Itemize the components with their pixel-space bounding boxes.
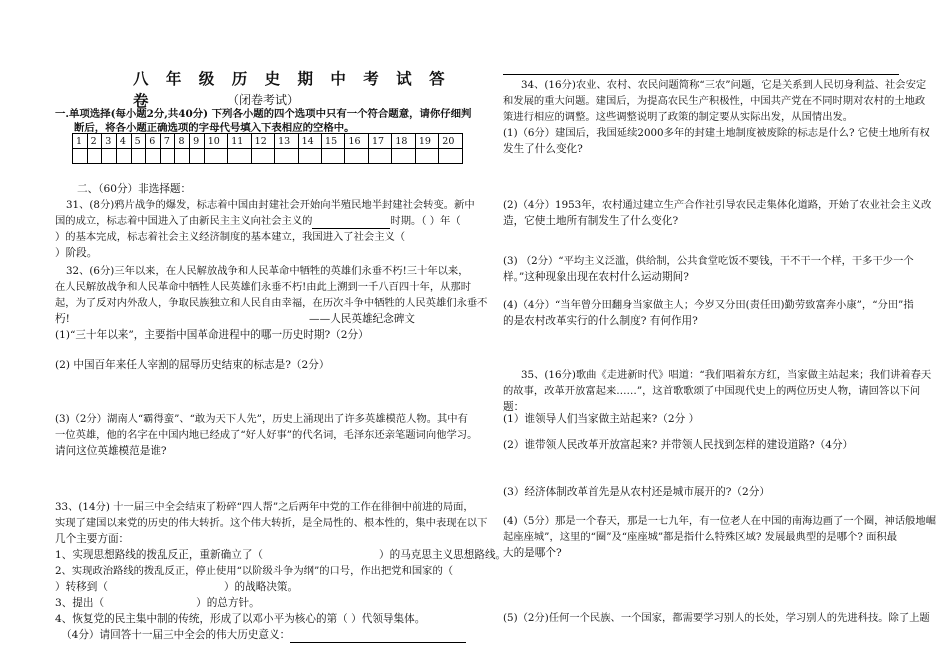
q33-item3 [55,595,260,611]
grid-number: 20 [439,134,463,149]
section1-instruction-2: 断后，将各小题正确选项的字母代号填入下表相应的空格中。 [74,122,355,134]
answer-cell[interactable] [298,149,321,164]
q34-sub4: (4)（4分）“当年曾分田翻身当家做主人；今岁又分田(责任田)勤劳致富奔小康”，“分田”指 [503,299,914,311]
grid-number: 9 [190,134,205,149]
q34-sub3: 样。”这种现象出现在农村什么运动期间? [503,271,689,283]
section2-header: 二、（60分）非选择题： [77,183,192,195]
q33-text: ）的总方针。 [196,597,260,609]
q33-item4: 4、恢复党的民主集中制的传统，形成了以邓小平为核心的第（ ）代领导集体。 [55,613,426,625]
answer-cell[interactable] [322,149,345,164]
grid-number: 17 [368,134,391,149]
q34-sub1: 发生了什么变化? [503,143,583,155]
q32-sub1: (1)“三十年以来”，主要指中国革命进程中的哪一历史时期?（2分） [55,329,369,341]
q33-line: 实现了建国以来党的历史的伟大转折。这个伟大转折，是全局性的、根本性的，集中表现在以下 [55,517,488,529]
q33-text: ）转移到（ [55,581,108,593]
q34-sub3: (3) （2分）“平均主义泛滥，供给制，公共食堂吃饭不要钱，干不干一个样，干多干少一个 [503,255,914,267]
page-subtitle: （闭卷考试） [227,93,300,107]
q33-line: 几个主要方面： [55,533,130,545]
answer-cell[interactable] [190,149,205,164]
q31-line: ）的基本完成，标志着社会主义经济制度的基本建立，我国进入了社会主义（ [55,231,406,243]
answer-cell[interactable] [392,149,415,164]
q33-item2-cont [55,579,298,595]
q35-line: 的故事，改革开放富起来……”，这首歌歌颂了中国现代史上的两位历史人物，请回答以下问 [503,385,921,397]
grid-number: 13 [275,134,298,149]
grid-number: 16 [345,134,368,149]
q33-text: 3、提出（ [55,597,105,609]
q32-sub3: 一位英雄，他的名字在中国内地已经成了“好人好事”的代名词，毛泽东还亲笔题词向他学习。 [55,429,478,441]
q32-line: 在人民解放战争和人民革命中牺牲人民英雄们永垂不朽!由此上溯到一千八百四十年，从那时 [55,281,472,293]
page-title: 八 年 级 历 史 期 中 考 试 答 卷 [133,69,451,110]
q33-text: ）的马克思主义思想路线。 [379,549,507,561]
q32-sub3: 请问这位英雄模范是谁? [55,445,167,457]
grid-number: 14 [298,134,321,149]
q33-item2: 2、实现政治路线的拨乱反正，停止使用“以阶级斗争为纲”的口号，作出把党和国家的（ [55,565,454,577]
q32-sub3: (3)（2分）湖南人“霸得蛮”、“敢为天下人先”，历史上涌现出了许多英雄模范人物。其中有 [55,413,468,425]
q33-text: （4分）请回答十一届三中全会的伟大历史意义： [61,629,291,641]
q34-line: 策进行相应的调整。这些调整说明了政策的制定要从实际出发，从国情出发。 [503,111,854,123]
answer-cell[interactable] [160,149,175,164]
q32-line: 32、(6分)三年以来，在人民解放战争和人民革命中牺牲的英雄们永垂不朽!三十年以来， [66,265,469,277]
grid-number: 2 [87,134,102,149]
answer-cell[interactable] [275,149,298,164]
grid-number: 5 [131,134,146,149]
grid-number: 11 [228,134,251,149]
grid-number: 10 [204,134,227,149]
q35-line: 35、(16分)歌曲《走进新时代》唱道：“我们唱着东方红，当家做主站起来；我们讲着春天 [521,369,932,381]
q31-line [55,213,461,229]
q32-sub2: (2) 中国百年来任人宰割的屈辱历史结束的标志是?（2分） [55,359,330,371]
left-column [55,0,507,671]
grid-number: 18 [392,134,415,149]
grid-number: 3 [102,134,117,149]
answer-cell[interactable] [146,149,161,164]
q33-line: 33、(14分) 十一届三中全会结束了粉碎“四人帮”之后两年中党的工作在徘徊中前进的局面， [55,501,474,513]
grid-number: 12 [251,134,274,149]
q31-text: 时期。（ ）年（ [390,215,461,227]
answer-cell[interactable] [439,149,463,164]
q35-sub2: (2）谁带领人民改革开放富起来? 并带领人民找到怎样的建设道路?（4分） [503,439,854,451]
q33-item1 [55,547,506,563]
q31-line: ）阶段。 [55,247,98,259]
q35-sub4: 大的是哪个? [503,547,562,559]
q33-answer-line[interactable] [290,642,466,643]
q35-line: 题： [503,401,525,413]
answer-cell[interactable] [415,149,438,164]
grid-number: 8 [175,134,190,149]
answer-cell[interactable] [251,149,274,164]
answer-grid [72,133,463,164]
q34-sub4: 的是农村改革实行的什么制度? 有何作用? [503,315,698,327]
q33-text: 1、实现思想路线的拨乱反正，重新确立了（ [55,549,264,561]
answer-cell[interactable] [368,149,391,164]
q34-line: 34、(16分)农业、农村、农民问题简称“三农”问题，它是关系到人民切身利益、社会安定 [521,79,927,91]
q35-sub3: (3）经济体制改革首先是从农村还是城市展开的?（2分） [503,486,770,498]
answer-cell[interactable] [204,149,227,164]
grid-number: 1 [73,134,88,149]
right-column [503,0,937,671]
grid-number: 15 [322,134,345,149]
answer-cell[interactable] [73,149,88,164]
answer-cell[interactable] [87,149,102,164]
answer-cell[interactable] [228,149,251,164]
grid-number: 4 [116,134,131,149]
q32-line: 朽! [55,313,70,325]
answer-grid-number-row [73,134,463,149]
q31-text: 国的成立，标志着中国进入了由新民主主义向社会主义的 [55,215,313,227]
answer-grid-answer-row[interactable] [73,149,463,164]
q34-sub2: 造，它使土地所有制发生了什么变化? [503,215,679,227]
grid-number: 7 [160,134,175,149]
q33-significance [61,627,466,643]
answer-cell[interactable] [102,149,117,164]
answer-cell[interactable] [131,149,146,164]
q33-text: ）的战略决策。 [223,581,299,593]
q31-line: 31、(8分)鸦片战争的爆发，标志着中国由封建社会开始向半殖民地半封建社会转变。新中 [66,199,475,211]
q32-quote-source: ——人民英雄纪念碑文 [309,313,415,325]
q35-sub4: (4)（5分）那是一个春天，那是一七九年，有一位老人在中国的南海边画了一个圈，神话般地崛 [503,515,937,527]
answer-cell[interactable] [175,149,190,164]
q35-sub4: 起座座城”，这里的“圈”及“座座城”都是指什么特殊区域? 发展最典型的是哪个? 面积最 [503,531,897,543]
answer-cell[interactable] [345,149,368,164]
q35-sub5: (5)（2分)任何一个民族、一个国家，都需要学习别人的长处，学习别人的先进科技。除了上题 [503,612,930,624]
q34-sub1: (1)（6分）建国后，我国延续2000多年的封建土地制度被废除的标志是什么? 它使土地所有权 [503,127,930,139]
q34-sub2: (2)（4分）1953年，农村通过建立生产合作社引导农民走集体化道路，开始了农业社会主义改 [503,199,932,211]
grid-number: 6 [146,134,161,149]
answer-cell[interactable] [116,149,131,164]
grid-number: 19 [415,134,438,149]
section1-instruction-1: 一.单项选择(每小题2分,共40分) 下列各小题的四个选项中只有一个符合题意，请你仔细判 [55,108,472,120]
q35-sub1: (1）谁领导人们当家做主站起来?（2分 ） [503,413,700,425]
q34-line: 和发展的重大问题。建国后，为提高农民生产积极性，中国共产党在不同时期对农村的土地政 [503,95,926,107]
q32-line: 起，为了反对内外敌人，争取民族独立和人民自由幸福，在历次斗争中牺牲的人民英雄们永垂不 [55,297,488,309]
